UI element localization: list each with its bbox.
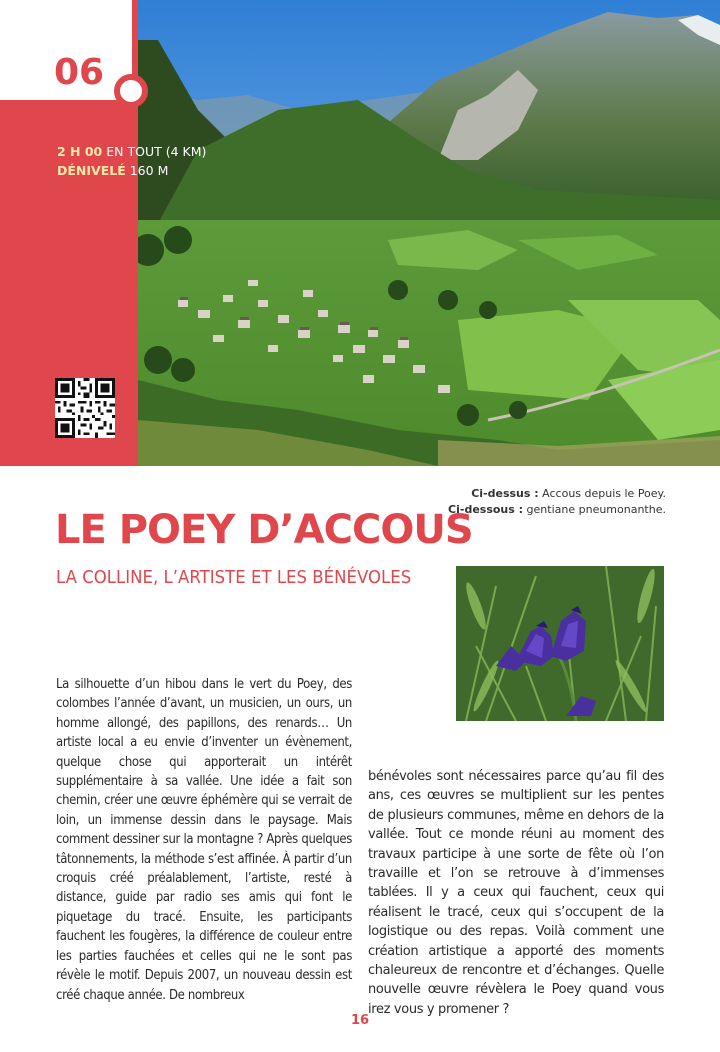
stage-marker-ring bbox=[114, 74, 148, 108]
caption-below-label: Ci-dessous : bbox=[448, 503, 524, 516]
elevation-value: 160 M bbox=[129, 163, 169, 178]
gentian-photo bbox=[456, 566, 664, 721]
elevation-label: DÉNIVELÉ bbox=[57, 163, 126, 178]
caption-above-label: Ci-dessus : bbox=[471, 487, 539, 500]
caption-below-text: gentiane pneumonanthe. bbox=[526, 503, 666, 516]
valley-photo bbox=[138, 0, 720, 466]
duration-suffix: EN TOUT (4 KM) bbox=[106, 144, 207, 159]
caption-above bbox=[448, 486, 666, 502]
page-number: 16 bbox=[350, 1013, 370, 1028]
page-title: LE POEY D’ACCOUS bbox=[55, 507, 473, 553]
page-subtitle: LA COLLINE, L’ARTISTE ET LES BÉNÉVOLES bbox=[56, 567, 412, 588]
duration-value: 2 H 00 bbox=[57, 144, 103, 159]
body-text-column-2: bénévoles sont nécessaires parce qu’au fil des ans, ces œuvres se multiplient sur les pentes de plusieurs communes, même en dehors de la vallée. Tout ce monde réuni au moment des travaux participe à une sorte de fête où l’on travaille et l’on se retrouve à d’immenses tablées. Il y a ceux qui fauchent, ceux qui réalisent le tracé, ceux qui s’occupent de la logistique ou des repas. Voilà comment une création artistique a apporté des moments chaleureux de rencontre et d’échanges. Quelle nouvelle œuvre révèlera le Poey quand vous irez vous y promener ? bbox=[368, 769, 664, 1017]
caption-below bbox=[448, 502, 666, 518]
caption-above-text: Accous depuis le Poey. bbox=[542, 487, 666, 500]
body-text-column-1: La silhouette d’un hibou dans le vert du Poey, des colombes l’année d’avant, un musicien, un ours, un homme allongé, des papillons, des renards… Un artiste local a eu envie d’inventer un évènement, quelque chose qui apporterait un intérêt supplémentaire à sa vallée. Une idée a fait son chemin, créer une œuvre éphémère qui se verrait de loin, un immense dessin dans le paysage. Mais comment dessiner sur la montagne ? Après quelques tâtonnements, la méthode s’est affinée. À partir d’un croquis créé préalablement, l’artiste, resté à distance, guide par radio ses amis qui font le piquetage du tracé. Ensuite, les participants fauchent les fougères, la différence de couleur entre les parties fauchées et celles qui ne le sont pas révèle le motif. Depuis 2007, un nouveau dessin est créé chaque année. De nombreux bbox=[56, 677, 352, 1003]
duration-line bbox=[57, 142, 206, 161]
photo-captions bbox=[448, 486, 666, 518]
elevation-line bbox=[57, 161, 206, 180]
stage-number: 06 bbox=[54, 52, 105, 93]
hike-stats bbox=[57, 142, 206, 180]
qr-code[interactable] bbox=[55, 378, 115, 438]
